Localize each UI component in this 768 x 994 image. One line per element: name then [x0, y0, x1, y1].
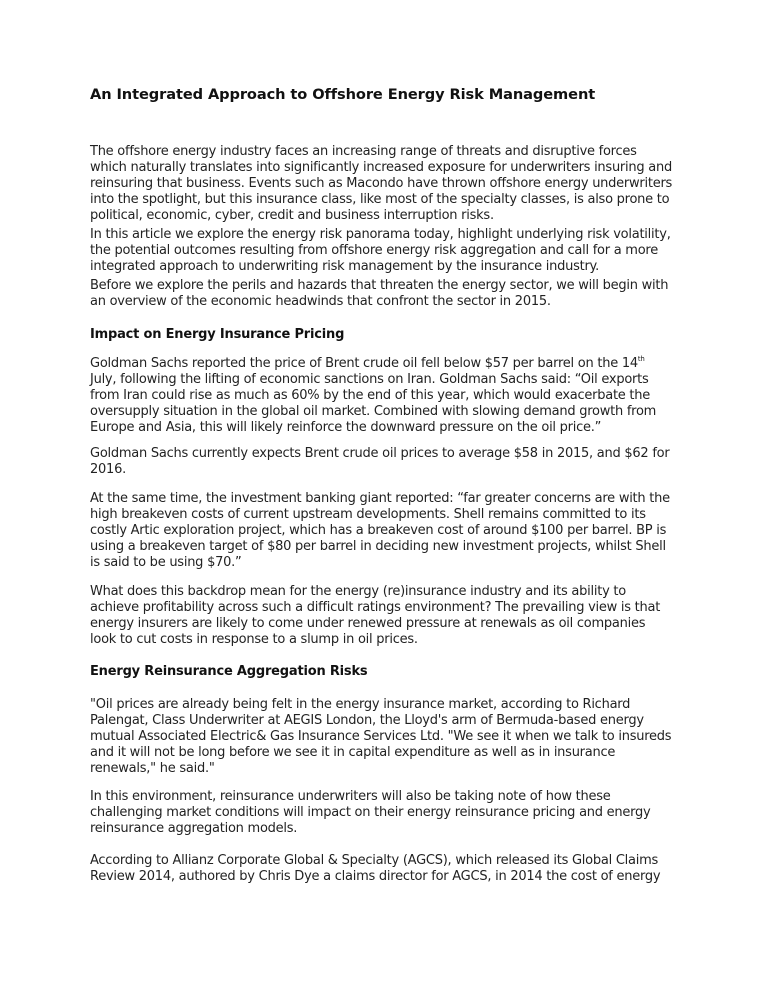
text-line: reinsurance aggregation models.	[90, 821, 298, 836]
pricing-paragraph-3	[90, 491, 690, 571]
text-fragment: Goldman Sachs reported the price of Brent crude oil fell below $57 per barrel on the 14	[90, 356, 638, 371]
text-line: Review 2014, authored by Chris Dye a claims director for AGCS, in 2014 the cost of energy	[90, 869, 661, 884]
text-line: Goldman Sachs currently expects Brent crude oil prices to average $58 in 2015, and $62 for	[90, 446, 670, 461]
text-line: mutual Associated Electric& Gas Insurance Services Ltd. "We see it when we talk to insureds	[90, 729, 672, 744]
pricing-paragraph-1	[90, 356, 690, 436]
text-line: look to cut costs in response to a slump in oil prices.	[90, 632, 418, 647]
text-line	[90, 356, 690, 372]
text-line: from Iran could rise as much as 60% by the end of this year, which would exacerbate the	[90, 388, 651, 403]
text-line: the potential outcomes resulting from offshore energy risk aggregation and call for a more	[90, 243, 658, 258]
pricing-paragraph-2	[90, 446, 690, 478]
text-line: At the same time, the investment banking giant reported: “far greater concerns are with the	[90, 491, 670, 506]
text-line: According to Allianz Corporate Global & Specialty (AGCS), which released its Global Claims	[90, 853, 659, 868]
superscript-ordinal: th	[637, 355, 645, 363]
text-line: 2016.	[90, 462, 126, 477]
text-line: energy insurers are likely to come under renewed pressure at renewals as oil companies	[90, 616, 646, 631]
text-line: into the spotlight, but this insurance class, like most of the specialty classes, is also prone to	[90, 192, 670, 207]
text-line: is said to be using $70.”	[90, 555, 242, 570]
text-line: "Oil prices are already being felt in the energy insurance market, according to Richard	[90, 697, 631, 712]
intro-paragraph-2	[90, 227, 690, 275]
intro-paragraph-3	[90, 278, 690, 310]
document-title: An Integrated Approach to Offshore Energy Risk Management	[90, 86, 596, 103]
text-line: and it will not be long before we see it in capital expenditure as well as in insurance	[90, 745, 616, 760]
text-line: The offshore energy industry faces an increasing range of threats and disruptive forces	[90, 144, 637, 159]
text-line: high breakeven costs of current upstream developments. Shell remains committed to its	[90, 507, 646, 522]
text-line: What does this backdrop mean for the energy (re)insurance industry and its ability to	[90, 584, 626, 599]
text-line: political, economic, cyber, credit and business interruption risks.	[90, 208, 494, 223]
aggregation-paragraph-2	[90, 789, 690, 837]
intro-paragraph-1	[90, 144, 690, 224]
text-line: Europe and Asia, this will likely reinforce the downward pressure on the oil price.”	[90, 420, 602, 435]
text-line: challenging market conditions will impact on their energy reinsurance pricing and energy	[90, 805, 651, 820]
text-line: integrated approach to underwriting risk management by the insurance industry.	[90, 259, 600, 274]
text-line: reinsuring that business. Events such as Macondo have thrown offshore energy underwriters	[90, 176, 673, 191]
text-line: achieve profitability across such a difficult ratings environment? The prevailing view is that	[90, 600, 661, 615]
text-line: In this environment, reinsurance underwriters will also be taking note of how these	[90, 789, 611, 804]
text-line: Palengat, Class Underwriter at AEGIS London, the Lloyd's arm of Bermuda-based energy	[90, 713, 644, 728]
aggregation-paragraph-1	[90, 697, 690, 777]
text-line: Before we explore the perils and hazards that threaten the energy sector, we will begin with	[90, 278, 669, 293]
text-line: costly Artic exploration project, which has a breakeven cost of around $100 per barrel. BP is	[90, 523, 667, 538]
section-heading-aggregation: Energy Reinsurance Aggregation Risks	[90, 664, 368, 679]
text-line: which naturally translates into significantly increased exposure for underwriters insuring and	[90, 160, 672, 175]
section-heading-pricing: Impact on Energy Insurance Pricing	[90, 327, 345, 342]
text-line: oversupply situation in the global oil market. Combined with slowing demand growth from	[90, 404, 657, 419]
text-line: July, following the lifting of economic sanctions on Iran. Goldman Sachs said: “Oil exports	[90, 372, 649, 387]
pricing-paragraph-4	[90, 584, 690, 648]
aggregation-paragraph-3	[90, 853, 690, 885]
text-line: In this article we explore the energy risk panorama today, highlight underlying risk volatility,	[90, 227, 671, 242]
text-line: using a breakeven target of $80 per barrel in deciding new investment projects, whilst Shell	[90, 539, 666, 554]
text-line: an overview of the economic headwinds that confront the sector in 2015.	[90, 294, 551, 309]
text-line: renewals," he said."	[90, 761, 215, 776]
